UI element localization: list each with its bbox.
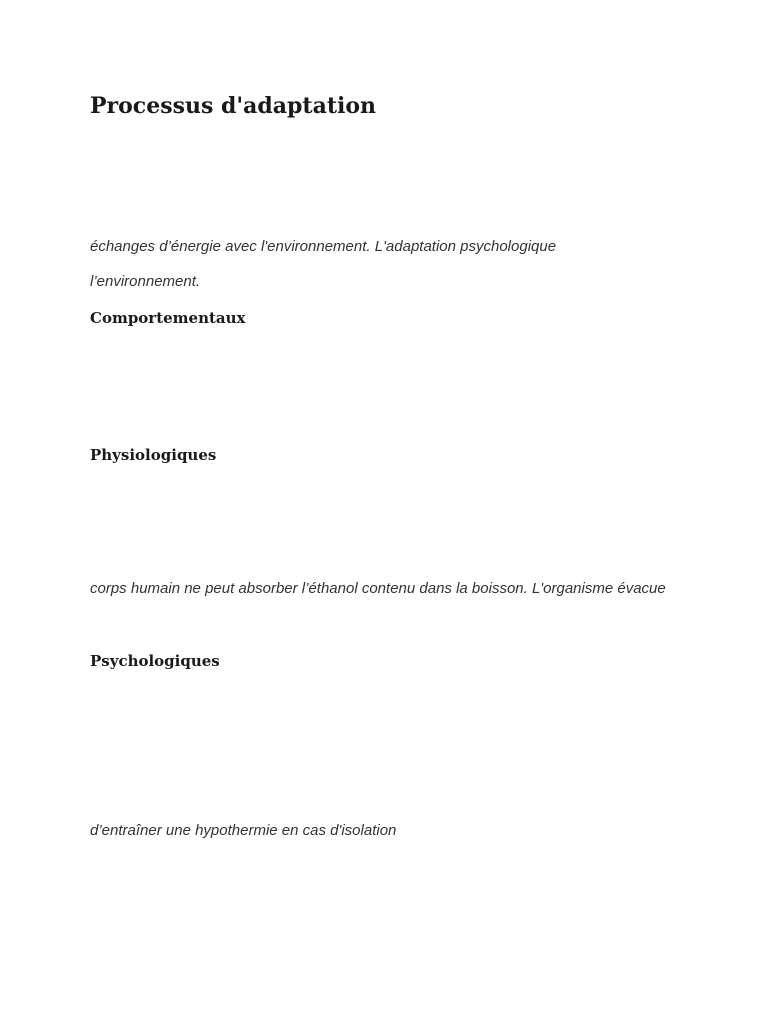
psychologiques-text-line: d’entraîner une hypothermie en cas d'isolation — [90, 822, 397, 839]
section-heading-comportementaux: Comportementaux — [90, 309, 246, 327]
intro-text-line: l’environnement. — [90, 273, 201, 290]
section-heading-physiologiques: Physiologiques — [90, 446, 217, 464]
physiologiques-text-line: corps humain ne peut absorber l’éthanol contenu dans la boisson. L'organisme évacue — [90, 580, 666, 597]
section-heading-psychologiques: Psychologiques — [90, 652, 220, 670]
intro-text-line: échanges d’énergie avec l'environnement. L'adaptation psychologique — [90, 238, 557, 255]
page-title: Processus d'adaptation — [90, 93, 377, 119]
